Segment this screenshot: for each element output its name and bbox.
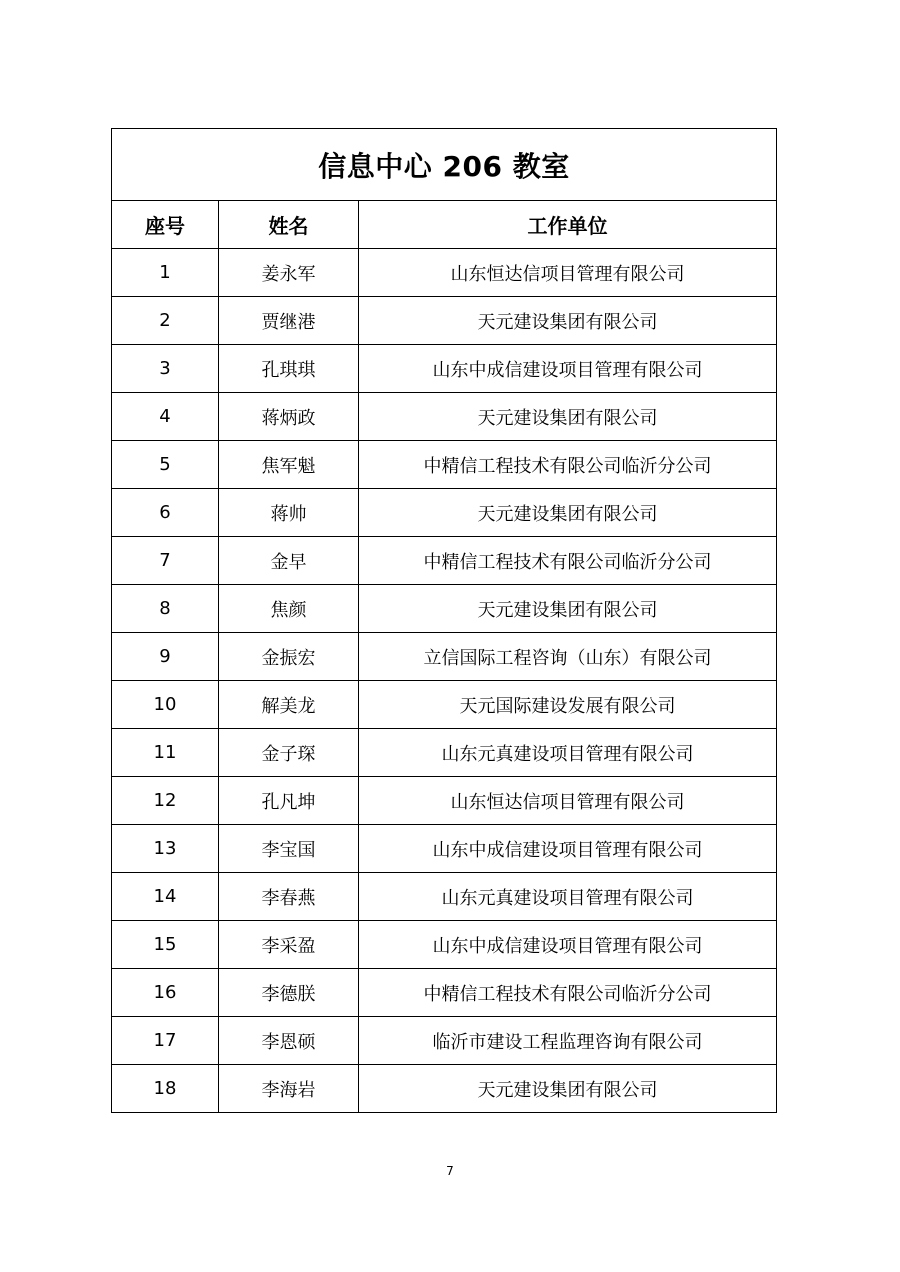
seat-number-cell: 13 [112, 825, 219, 873]
seat-number-cell: 5 [112, 441, 219, 489]
table-row [112, 825, 777, 873]
table-row [112, 921, 777, 969]
table-row [112, 969, 777, 1017]
table-row [112, 297, 777, 345]
table-row [112, 633, 777, 681]
name-cell: 李宝国 [219, 825, 359, 873]
table-row [112, 729, 777, 777]
seat-number-cell: 16 [112, 969, 219, 1017]
table-row [112, 1065, 777, 1113]
name-cell: 贾继港 [219, 297, 359, 345]
seating-table [111, 128, 777, 1113]
table-row [112, 249, 777, 297]
page-number: 7 [446, 1164, 454, 1178]
work-unit-cell: 天元建设集团有限公司 [359, 393, 777, 441]
name-cell: 焦军魁 [219, 441, 359, 489]
work-unit-cell: 山东恒达信项目管理有限公司 [359, 249, 777, 297]
work-unit-cell: 立信国际工程咨询（山东）有限公司 [359, 633, 777, 681]
seat-number-cell: 17 [112, 1017, 219, 1065]
work-unit-cell: 中精信工程技术有限公司临沂分公司 [359, 537, 777, 585]
work-unit-cell: 天元建设集团有限公司 [359, 1065, 777, 1113]
name-cell: 李恩硕 [219, 1017, 359, 1065]
work-unit-cell: 临沂市建设工程监理咨询有限公司 [359, 1017, 777, 1065]
work-unit-cell: 山东中成信建设项目管理有限公司 [359, 825, 777, 873]
seat-number-cell: 14 [112, 873, 219, 921]
header-seat: 座号 [112, 201, 219, 249]
work-unit-cell: 山东中成信建设项目管理有限公司 [359, 921, 777, 969]
name-cell: 蒋帅 [219, 489, 359, 537]
seat-number-cell: 15 [112, 921, 219, 969]
work-unit-cell: 山东中成信建设项目管理有限公司 [359, 345, 777, 393]
name-cell: 李采盈 [219, 921, 359, 969]
work-unit-cell: 天元建设集团有限公司 [359, 297, 777, 345]
seat-number-cell: 3 [112, 345, 219, 393]
work-unit-cell: 中精信工程技术有限公司临沂分公司 [359, 441, 777, 489]
name-cell: 李春燕 [219, 873, 359, 921]
name-cell: 姜永军 [219, 249, 359, 297]
name-cell: 金早 [219, 537, 359, 585]
table-row [112, 873, 777, 921]
seat-number-cell: 1 [112, 249, 219, 297]
work-unit-cell: 天元建设集团有限公司 [359, 585, 777, 633]
table-row [112, 681, 777, 729]
name-cell: 孔琪琪 [219, 345, 359, 393]
table-row [112, 1017, 777, 1065]
table-row [112, 345, 777, 393]
header-row [112, 201, 777, 249]
table-body [112, 249, 777, 1113]
header-name: 姓名 [219, 201, 359, 249]
name-cell: 蒋炳政 [219, 393, 359, 441]
table-row [112, 537, 777, 585]
seat-number-cell: 10 [112, 681, 219, 729]
seat-number-cell: 18 [112, 1065, 219, 1113]
seat-number-cell: 2 [112, 297, 219, 345]
seat-number-cell: 11 [112, 729, 219, 777]
name-cell: 解美龙 [219, 681, 359, 729]
name-cell: 金振宏 [219, 633, 359, 681]
header-unit: 工作单位 [359, 201, 777, 249]
seat-number-cell: 7 [112, 537, 219, 585]
work-unit-cell: 天元国际建设发展有限公司 [359, 681, 777, 729]
table-row [112, 441, 777, 489]
table-row [112, 777, 777, 825]
work-unit-cell: 山东恒达信项目管理有限公司 [359, 777, 777, 825]
seat-number-cell: 4 [112, 393, 219, 441]
work-unit-cell: 中精信工程技术有限公司临沂分公司 [359, 969, 777, 1017]
seat-number-cell: 8 [112, 585, 219, 633]
table-row [112, 489, 777, 537]
seat-number-cell: 12 [112, 777, 219, 825]
seat-number-cell: 9 [112, 633, 219, 681]
work-unit-cell: 山东元真建设项目管理有限公司 [359, 873, 777, 921]
table-title: 信息中心 206 教室 [112, 129, 777, 201]
name-cell: 李海岩 [219, 1065, 359, 1113]
table-row [112, 585, 777, 633]
table-row [112, 393, 777, 441]
work-unit-cell: 天元建设集团有限公司 [359, 489, 777, 537]
title-row [112, 129, 777, 201]
name-cell: 金子琛 [219, 729, 359, 777]
name-cell: 孔凡坤 [219, 777, 359, 825]
seat-number-cell: 6 [112, 489, 219, 537]
name-cell: 李德朕 [219, 969, 359, 1017]
work-unit-cell: 山东元真建设项目管理有限公司 [359, 729, 777, 777]
name-cell: 焦颜 [219, 585, 359, 633]
